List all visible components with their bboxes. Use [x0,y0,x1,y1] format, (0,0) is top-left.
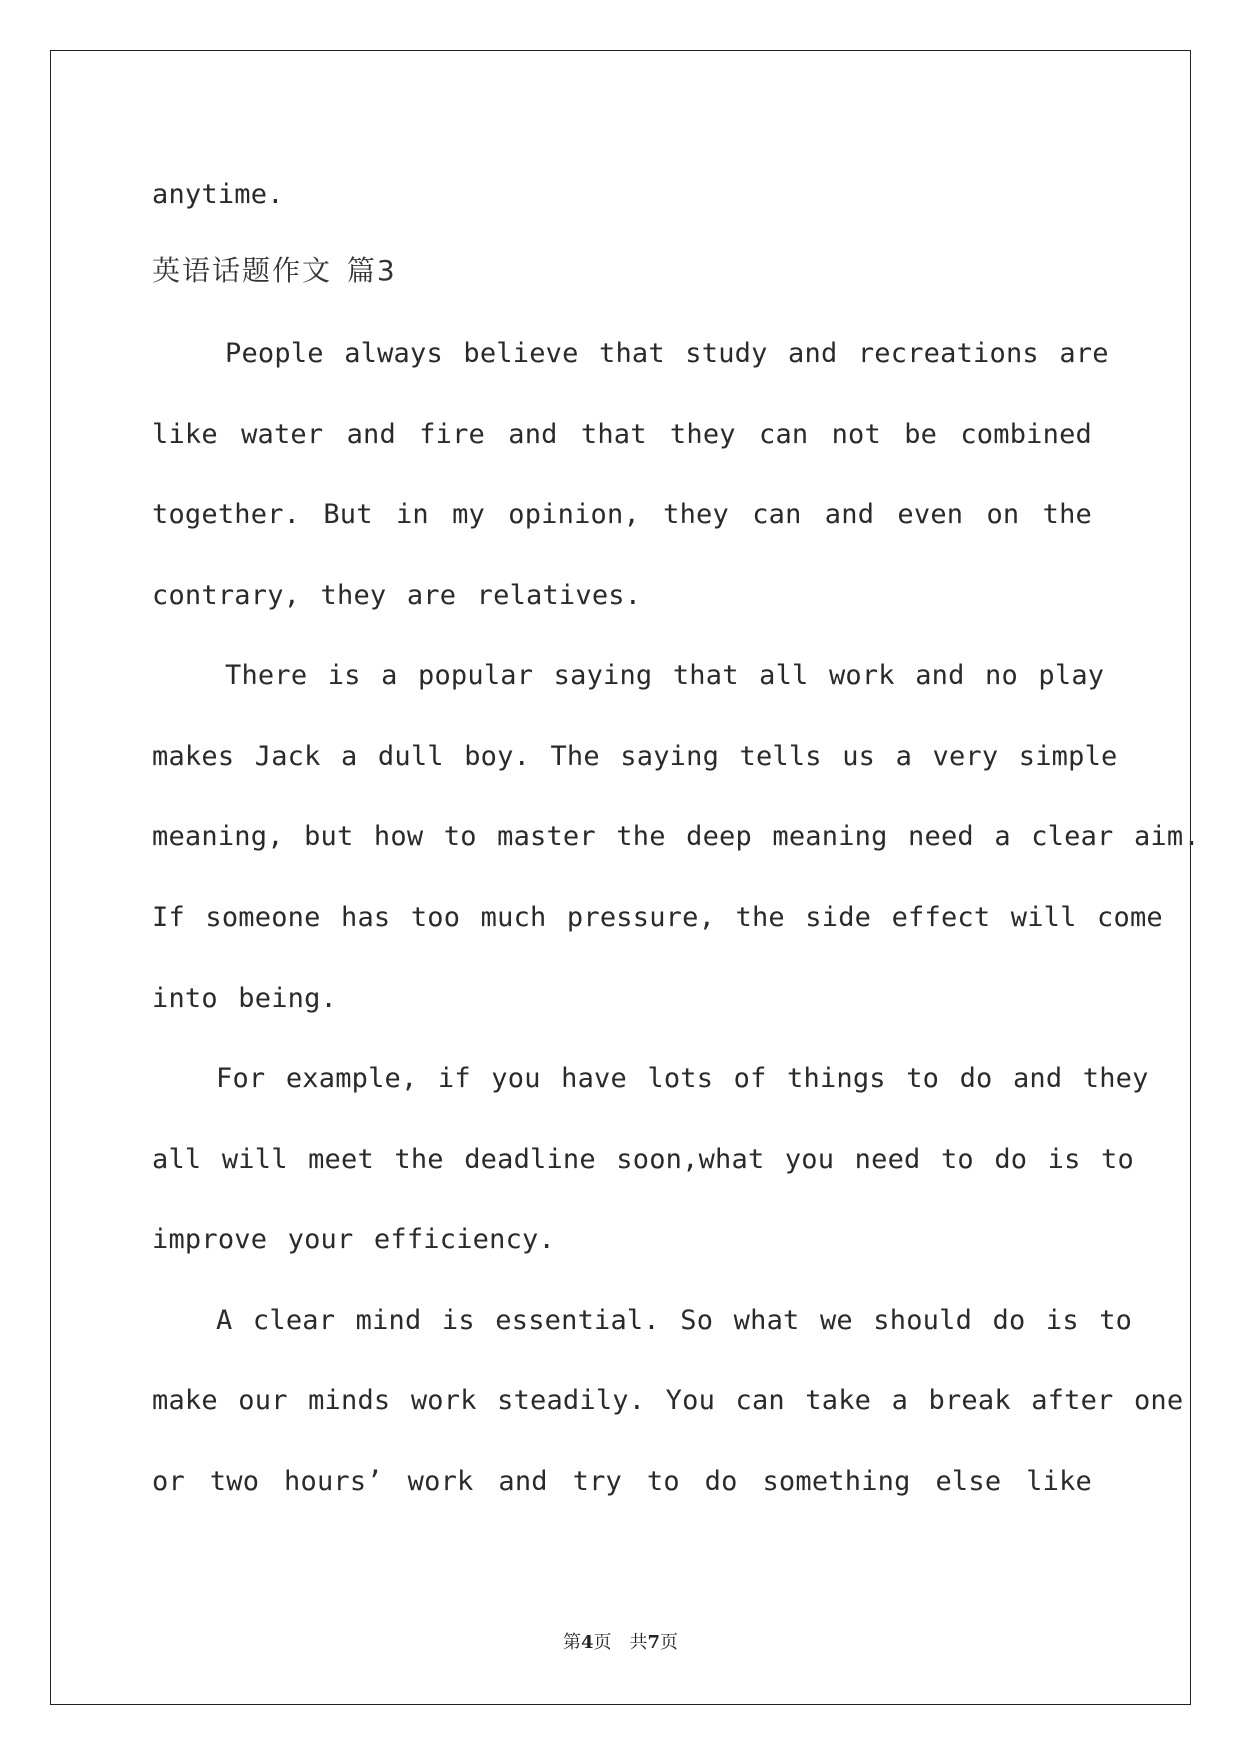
section-heading: 英语话题作文 篇3 [152,254,397,287]
text-line: together. But in my opinion, they can and even on the [152,499,1092,530]
page-number-suffix: 页 [593,1632,612,1653]
text-line: There is a popular saying that all work and no play [225,660,1105,691]
text-line: or two hours’ work and try to do something else like [152,1466,1092,1497]
text-line: like water and fire and that they can not be combined [152,419,1092,450]
current-page-number: 4 [580,1632,594,1653]
text-line: contrary, they are relatives. [152,580,642,611]
text-line: anytime. [152,179,284,210]
page-border [50,50,1200,1705]
text-line: People always believe that study and recreations are [225,338,1109,369]
text-line: makes Jack a dull boy. The saying tells us a very simple [152,741,1118,772]
page-number-prefix: 第 [562,1632,581,1653]
total-pages-number: 7 [647,1632,661,1653]
text-line: meaning, but how to master the deep meaning need a clear aim. [152,821,1200,852]
text-line: all will meet the deadline soon,what you need to do is to [152,1144,1134,1175]
text-line: into being. [152,983,338,1014]
text-line: For example, if you have lots of things to do and they [216,1063,1149,1094]
text-line: A clear mind is essential. So what we should do is to [216,1305,1133,1336]
text-line: make our minds work steadily. You can take a break after one [152,1385,1184,1416]
text-line: If someone has too much pressure, the side effect will come [152,902,1163,933]
total-pages-prefix: 共 [629,1632,648,1653]
total-pages-suffix: 页 [660,1632,679,1653]
text-line: improve your efficiency. [152,1224,555,1255]
page-footer [0,1631,1241,1655]
